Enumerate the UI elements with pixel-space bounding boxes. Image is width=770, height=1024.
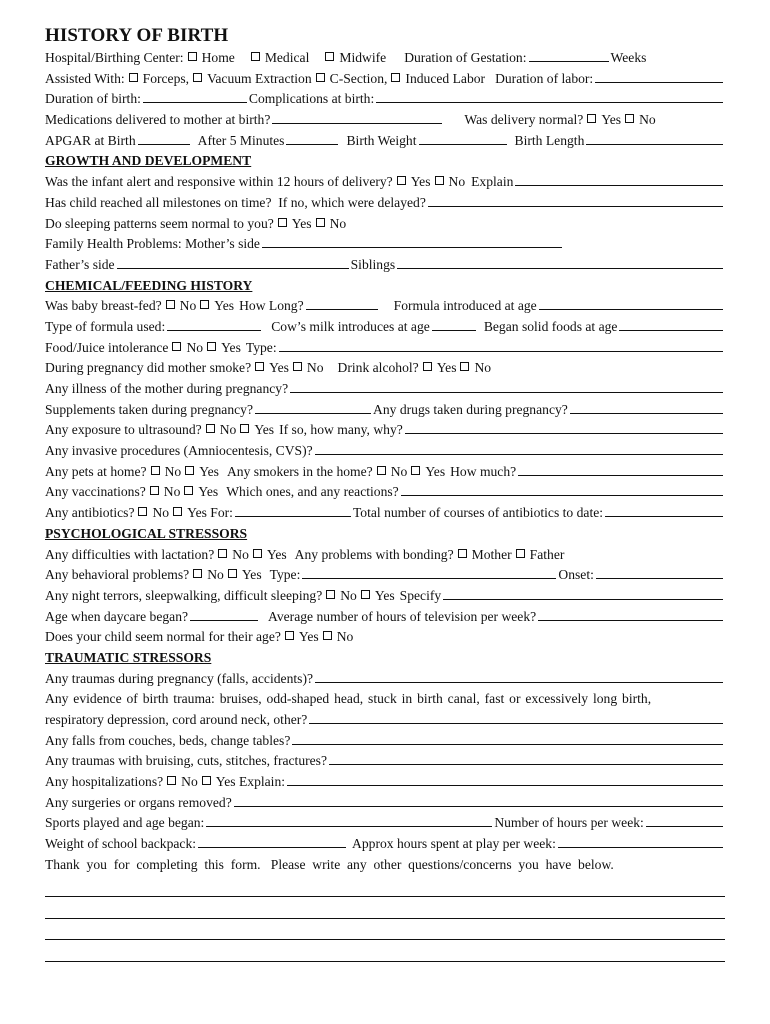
father-option: Father <box>529 546 565 562</box>
surgeries-question: Any surgeries or organs removed? <box>45 794 232 810</box>
alert-yes-checkbox[interactable] <box>397 176 406 185</box>
no-option: No <box>207 567 224 583</box>
sports-row <box>45 813 725 834</box>
complications-label: Complications at birth: <box>248 91 375 107</box>
birth-trauma-row <box>45 689 725 710</box>
explain-label: Explain <box>471 174 514 190</box>
breastfed-no-checkbox[interactable] <box>166 300 175 309</box>
tv-field[interactable] <box>538 607 723 621</box>
yes-option: Yes <box>254 422 275 438</box>
milestones-field[interactable] <box>428 193 723 207</box>
ultrasound-row <box>45 420 725 441</box>
normal-age-question: Does your child seem normal for their age? <box>45 629 281 645</box>
ultrasound-field[interactable] <box>405 420 723 434</box>
birth-duration-field[interactable] <box>143 89 247 103</box>
pets-row <box>45 462 725 483</box>
alert-no-checkbox[interactable] <box>435 176 444 185</box>
assisted-label: Assisted With: <box>45 70 125 86</box>
invasive-row <box>45 441 725 462</box>
night-yes-checkbox[interactable] <box>361 590 370 599</box>
ultrasound-no-checkbox[interactable] <box>206 424 215 433</box>
trauma-heading: TRAUMATIC STRESSORS <box>45 649 212 665</box>
midwife-option: Midwife <box>339 50 387 65</box>
antibiotics-for-field[interactable] <box>235 503 351 517</box>
tv-question: Average number of hours of television per week? <box>268 608 537 624</box>
hospital-explain-field[interactable] <box>287 772 723 786</box>
smokers-yes-checkbox[interactable] <box>411 466 420 475</box>
chemical-heading: CHEMICAL/FEEDING HISTORY <box>45 277 253 293</box>
formula-row <box>45 317 725 338</box>
no-option: No <box>329 215 347 231</box>
formula-age-field[interactable] <box>539 296 723 310</box>
vacc-no-checkbox[interactable] <box>150 486 159 495</box>
trauma-section <box>45 648 725 669</box>
yes-option: Yes <box>374 587 395 603</box>
falls-question: Any falls from couches, beds, change tables? <box>45 732 291 748</box>
backpack-field[interactable] <box>198 834 346 848</box>
smokers-no-checkbox[interactable] <box>377 466 386 475</box>
no-option: No <box>336 629 354 645</box>
vacc-yes-checkbox[interactable] <box>184 486 193 495</box>
birthing-center-label: Hospital/Birthing Center: <box>45 50 184 65</box>
alcohol-yes-checkbox[interactable] <box>423 362 432 371</box>
hospitalizations-row <box>45 772 725 793</box>
alert-question: Was the infant alert and responsive within 12 hours of delivery? <box>45 174 393 190</box>
behavior-type-field[interactable] <box>302 565 556 579</box>
no-option: No <box>181 774 198 790</box>
smoke-question: During pregnancy did mother smoke? <box>45 360 252 376</box>
induced-option: Induced Labor <box>405 70 486 86</box>
alcohol-no-checkbox[interactable] <box>460 362 469 371</box>
courses-field[interactable] <box>605 503 723 517</box>
intolerance-type-field[interactable] <box>279 338 723 352</box>
normal-age-no-checkbox[interactable] <box>323 631 332 640</box>
milestones-question: Has child reached all milestones on time? If no, which were delayed? <box>45 194 426 210</box>
yes-option: Yes <box>199 463 219 479</box>
vaccinations-question: Any vaccinations? <box>45 484 146 500</box>
daycare-field[interactable] <box>190 607 258 621</box>
no-option: No <box>390 463 408 479</box>
milestones-row <box>45 193 725 214</box>
form-title: HISTORY OF BIRTH <box>45 25 229 46</box>
alcohol-question: Drink alcohol? <box>337 360 419 376</box>
specify-field[interactable] <box>443 586 723 600</box>
supplements-field[interactable] <box>255 400 371 414</box>
behavioral-question: Any behavioral problems? <box>45 567 190 583</box>
comment-line-1[interactable] <box>45 876 725 898</box>
illness-field[interactable] <box>290 379 723 393</box>
antibiotics-no-checkbox[interactable] <box>138 507 147 516</box>
sports-field[interactable] <box>206 813 492 827</box>
no-option: No <box>164 463 182 479</box>
chemical-section <box>45 276 725 297</box>
bruising-row <box>45 751 725 772</box>
formula-type-label: Type of formula used: <box>45 318 166 334</box>
falls-field[interactable] <box>292 731 723 745</box>
hours-week-label: Number of hours per week: <box>494 815 644 831</box>
weeks-label: Weeks <box>610 50 647 65</box>
breastfed-yes-checkbox[interactable] <box>200 300 209 309</box>
medications-row <box>45 110 725 131</box>
behavior-type-label: Type: <box>269 567 301 583</box>
thanks-text: Thank you for completing this form. Please write any other questions/concerns you have below. <box>45 856 614 872</box>
illness-question: Any illness of the mother during pregnancy? <box>45 381 289 396</box>
night-no-checkbox[interactable] <box>326 590 335 599</box>
no-option: No <box>179 298 197 314</box>
onset-label: Onset: <box>558 567 594 583</box>
no-option: No <box>232 546 249 562</box>
pets-no-checkbox[interactable] <box>151 466 160 475</box>
yes-option: Yes <box>425 463 446 479</box>
behavioral-row <box>45 565 725 586</box>
lactation-yes-checkbox[interactable] <box>253 549 262 558</box>
forceps-option: Forceps, <box>142 70 190 86</box>
bonding-father-checkbox[interactable] <box>516 549 525 558</box>
how-long-field[interactable] <box>306 296 378 310</box>
solid-food-label: Began solid foods at age <box>483 318 618 334</box>
drugs-question: Any drugs taken during pregnancy? <box>373 401 568 417</box>
yes-option: Yes <box>410 174 431 190</box>
invasive-question: Any invasive procedures (Amniocentesis, CVS)? <box>45 443 313 459</box>
sleep-yes-checkbox[interactable] <box>278 218 287 227</box>
normal-age-row <box>45 627 725 648</box>
cow-milk-field[interactable] <box>432 317 476 331</box>
antibiotics-yes-checkbox[interactable] <box>173 507 182 516</box>
family-health-label: Family Health Problems: Mother’s side <box>45 236 260 252</box>
csection-checkbox[interactable] <box>316 73 325 82</box>
psych-section <box>45 524 725 545</box>
father-siblings-row <box>45 255 725 276</box>
normal-age-yes-checkbox[interactable] <box>285 631 294 640</box>
alert-explain-field[interactable] <box>515 172 723 186</box>
invasive-field[interactable] <box>315 441 723 455</box>
no-option: No <box>306 360 324 376</box>
no-option: No <box>186 339 204 355</box>
pregnancy-trauma-row <box>45 669 725 690</box>
specify-label: Specify <box>399 587 442 603</box>
pets-question: Any pets at home? <box>45 463 147 479</box>
daycare-question: Age when daycare began? <box>45 608 189 624</box>
medications-label: Medications delivered to mother at birth? <box>45 112 271 128</box>
surgeries-row <box>45 793 725 814</box>
sports-question: Sports played and age began: <box>45 815 205 831</box>
birth-weight-label: Birth Weight <box>346 132 417 148</box>
siblings-field[interactable] <box>397 255 723 269</box>
midwife-checkbox[interactable] <box>325 52 334 61</box>
apgar-row <box>45 131 725 152</box>
intolerance-question: Food/Juice intolerance <box>45 339 169 355</box>
apgar-label: APGAR at Birth <box>45 132 136 148</box>
pregnancy-trauma-field[interactable] <box>315 669 723 683</box>
no-option: No <box>639 112 656 128</box>
how-long-label: How Long? <box>239 298 304 314</box>
bruising-question: Any traumas with bruising, cuts, stitches, fractures? <box>45 753 328 769</box>
normal-yes-checkbox[interactable] <box>587 114 596 123</box>
after5-label: After 5 Minutes <box>197 132 285 148</box>
birthing-center-row <box>45 48 725 69</box>
vacuum-checkbox[interactable] <box>193 73 202 82</box>
assisted-row <box>45 69 725 90</box>
intolerance-yes-checkbox[interactable] <box>207 342 216 351</box>
lactation-question: Any difficulties with lactation? <box>45 546 215 562</box>
antibiotics-row <box>45 503 725 524</box>
comment-line-2[interactable] <box>45 897 725 919</box>
father-side-label: Father’s side <box>45 256 115 272</box>
birth-weight-field[interactable] <box>419 131 507 145</box>
which-ones-label: Which ones, and any reactions? <box>226 484 399 500</box>
medications-field[interactable] <box>272 110 442 124</box>
csection-option: C-Section, <box>329 70 388 86</box>
intolerance-type-label: Type: <box>245 339 277 355</box>
how-much-field[interactable] <box>518 462 723 476</box>
yes-option: Yes <box>198 484 219 500</box>
bonding-mother-checkbox[interactable] <box>458 549 467 558</box>
intolerance-row <box>45 338 725 359</box>
yes-option: Yes <box>269 360 289 376</box>
birth-trauma-question: Any evidence of birth trauma: bruises, odd-shaped head, stuck in birth canal, fast or excessively long birth, <box>45 691 652 707</box>
respiratory-row <box>45 710 725 731</box>
complications-field[interactable] <box>376 89 723 103</box>
onset-field[interactable] <box>596 565 723 579</box>
behavior-yes-checkbox[interactable] <box>228 569 237 578</box>
birth-length-field[interactable] <box>586 131 723 145</box>
no-option: No <box>163 484 181 500</box>
illness-row <box>45 379 725 400</box>
hours-week-field[interactable] <box>646 813 723 827</box>
family-health-row <box>45 234 725 255</box>
solid-food-field[interactable] <box>619 317 723 331</box>
hospital-yes-checkbox[interactable] <box>202 776 211 785</box>
father-side-field[interactable] <box>117 255 349 269</box>
supplements-question: Supplements taken during pregnancy? <box>45 401 254 417</box>
labor-duration-field[interactable] <box>595 69 723 83</box>
formula-age-label: Formula introduced at age <box>393 298 537 314</box>
drugs-field[interactable] <box>570 400 723 414</box>
breastfed-question: Was baby breast-fed? <box>45 298 162 314</box>
no-option: No <box>340 587 357 603</box>
how-many-label: If so, how many, why? <box>279 422 403 438</box>
medical-option: Medical <box>264 50 310 65</box>
normal-delivery-label: Was delivery normal? <box>464 112 584 128</box>
home-checkbox[interactable] <box>188 52 197 61</box>
backpack-question: Weight of school backpack: <box>45 836 197 852</box>
bonding-question: Any problems with bonding? <box>294 546 454 562</box>
respiratory-question: respiratory depression, cord around neck, other? <box>45 712 308 727</box>
lactation-no-checkbox[interactable] <box>218 549 227 558</box>
yes-option: Yes <box>214 298 235 314</box>
birth-duration-row <box>45 89 725 110</box>
no-option: No <box>448 174 466 190</box>
yes-option: Yes <box>221 339 241 355</box>
no-option: No <box>474 360 492 376</box>
surgeries-field[interactable] <box>234 793 723 807</box>
yes-for-label: Yes For: <box>187 505 233 521</box>
comments-area[interactable] <box>45 876 725 962</box>
alert-row <box>45 172 725 193</box>
after5-field[interactable] <box>286 131 338 145</box>
growth-heading: GROWTH AND DEVELOPMENT <box>45 153 252 169</box>
siblings-label: Siblings <box>350 256 396 272</box>
sleep-row <box>45 214 725 235</box>
sleep-no-checkbox[interactable] <box>316 218 325 227</box>
antibiotics-question: Any antibiotics? <box>45 505 135 521</box>
no-option: No <box>152 505 170 521</box>
how-much-label: How much? <box>450 463 517 479</box>
intolerance-no-checkbox[interactable] <box>172 342 181 351</box>
comment-line-4[interactable] <box>45 940 725 962</box>
smokers-question: Any smokers in the home? <box>226 463 373 479</box>
yes-option: Yes <box>241 567 262 583</box>
labor-duration-label: Duration of labor: <box>495 70 594 86</box>
respiratory-field[interactable] <box>309 710 723 724</box>
bruising-field[interactable] <box>329 751 723 765</box>
normal-no-checkbox[interactable] <box>625 114 634 123</box>
formula-type-field[interactable] <box>167 317 261 331</box>
apgar-field[interactable] <box>138 131 190 145</box>
hospitalizations-question: Any hospitalizations? <box>45 774 164 790</box>
mother-option: Mother <box>471 546 512 562</box>
yes-option: Yes <box>601 112 622 128</box>
supplements-row <box>45 400 725 421</box>
daycare-row <box>45 607 725 628</box>
gestation-field[interactable] <box>529 48 609 62</box>
smoke-row <box>45 358 725 379</box>
birth-duration-label: Duration of birth: <box>45 91 141 107</box>
yes-option: Yes <box>291 215 312 231</box>
lactation-row <box>45 545 725 566</box>
no-option: No <box>219 422 237 438</box>
vaccinations-field[interactable] <box>401 482 723 496</box>
growth-section <box>45 151 725 172</box>
hospital-no-checkbox[interactable] <box>167 776 176 785</box>
vacuum-option: Vacuum Extraction <box>207 70 312 86</box>
pregnancy-trauma-question: Any traumas during pregnancy (falls, accidents)? <box>45 670 313 686</box>
play-hours-label: Approx hours spent at play per week: <box>352 836 556 852</box>
thanks-row <box>45 855 725 876</box>
gestation-label: Duration of Gestation: <box>404 50 527 65</box>
smoke-no-checkbox[interactable] <box>293 362 302 371</box>
night-terrors-row <box>45 586 725 607</box>
birth-length-label: Birth Length <box>514 132 585 148</box>
backpack-row <box>45 834 725 855</box>
cow-milk-label: Cow’s milk introduces at age <box>271 318 430 334</box>
yes-explain-label: Yes Explain: <box>215 774 286 790</box>
sleep-question: Do sleeping patterns seem normal to you? <box>45 215 274 231</box>
comment-line-3[interactable] <box>45 919 725 941</box>
home-option: Home <box>201 50 235 65</box>
yes-option: Yes <box>436 360 457 376</box>
vaccinations-row <box>45 482 725 503</box>
yes-option: Yes <box>266 546 287 562</box>
birth-history-form <box>45 24 725 962</box>
breastfed-row <box>45 296 725 317</box>
falls-row <box>45 731 725 752</box>
pets-yes-checkbox[interactable] <box>185 466 194 475</box>
induced-checkbox[interactable] <box>391 73 400 82</box>
yes-option: Yes <box>298 629 319 645</box>
mother-side-field[interactable] <box>262 234 562 248</box>
psych-heading: PSYCHOLOGICAL STRESSORS <box>45 525 248 541</box>
forceps-checkbox[interactable] <box>129 73 138 82</box>
ultrasound-question: Any exposure to ultrasound? <box>45 422 202 438</box>
behavior-no-checkbox[interactable] <box>193 569 202 578</box>
play-hours-field[interactable] <box>558 834 723 848</box>
night-terrors-question: Any night terrors, sleepwalking, difficult sleeping? <box>45 587 323 603</box>
medical-checkbox[interactable] <box>251 52 260 61</box>
ultrasound-yes-checkbox[interactable] <box>240 424 249 433</box>
courses-label: Total number of courses of antibiotics to date: <box>352 505 604 521</box>
smoke-yes-checkbox[interactable] <box>255 362 264 371</box>
